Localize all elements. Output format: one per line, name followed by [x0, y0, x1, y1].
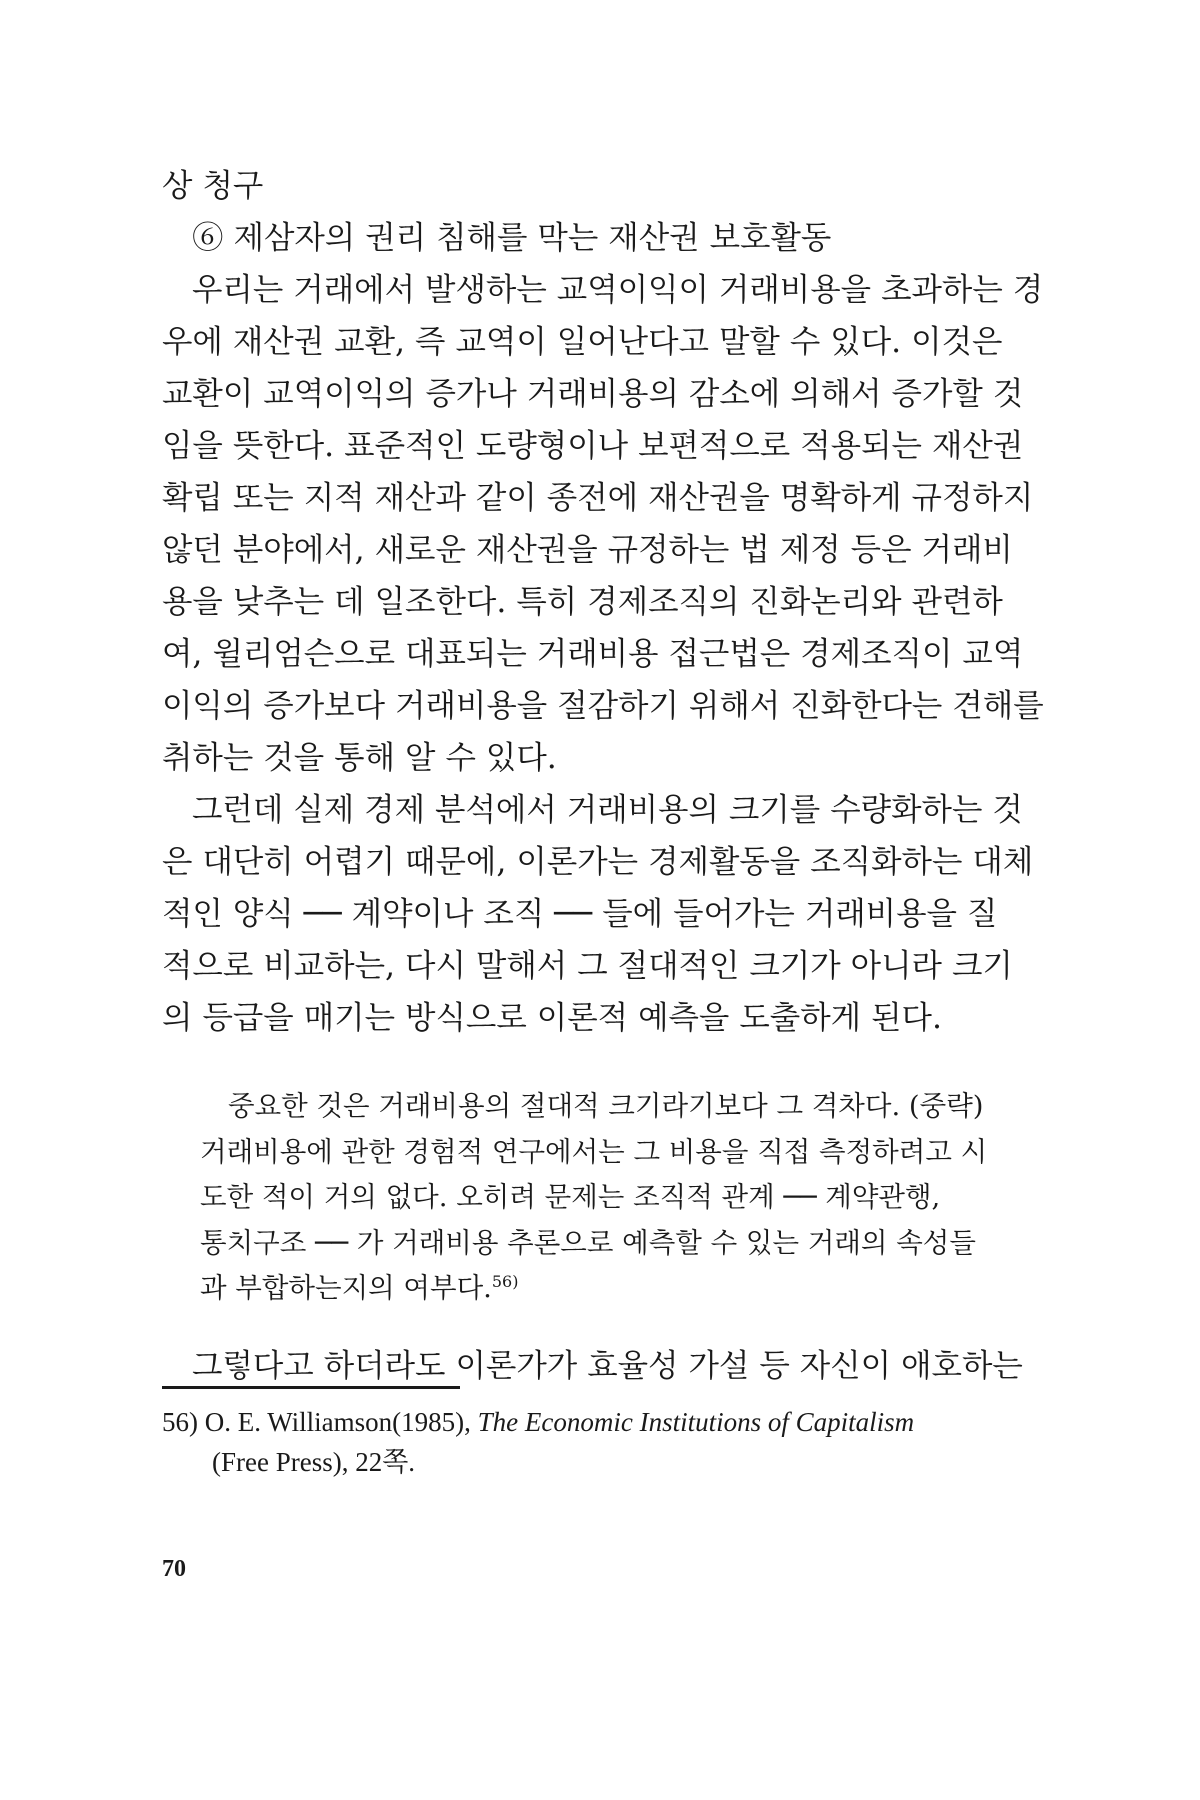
quote-line: 통치구조 ── 가 거래비용 추론으로 예측할 수 있는 거래의 속성들 — [200, 1226, 976, 1259]
text-line: 그런데 실제 경제 분석에서 거래비용의 크기를 수량화하는 것 — [192, 792, 1023, 828]
list-item-heading: ⑥ 제삼자의 권리 침해를 막는 재산권 보호활동 — [192, 220, 832, 256]
quote-text: 과 부합하는지의 여부다. — [200, 1272, 492, 1304]
text-line: 이익의 증가보다 거래비용을 절감하기 위해서 진화한다는 견해를 — [162, 688, 1044, 724]
page-number: 70 — [162, 1556, 186, 1582]
footnote-reference[interactable]: 56) — [491, 1271, 519, 1291]
text-line: 취하는 것을 통해 알 수 있다. — [162, 740, 557, 776]
text-line: 용을 낮추는 데 일조한다. 특히 경제조직의 진화논리와 관련하 — [162, 584, 1003, 620]
footnote-divider — [162, 1386, 460, 1389]
text-line: 그렇다고 하더라도 이론가가 효율성 가설 등 자신이 애호하는 — [192, 1347, 1023, 1384]
text-line: 의 등급을 매기는 방식으로 이론적 예측을 도출하게 된다. — [162, 1000, 942, 1036]
text-line: 확립 또는 지적 재산과 같이 종전에 재산권을 명확하게 규정하지 — [162, 480, 1034, 516]
text-line: 우리는 거래에서 발생하는 교역이익이 거래비용을 초과하는 경 — [192, 272, 1044, 308]
quote-line: 도한 적이 거의 없다. 오히려 문제는 조직적 관계 ── 계약관행, — [200, 1181, 941, 1213]
text-line: 않던 분야에서, 새로운 재산권을 규정하는 법 제정 등은 거래비 — [162, 532, 1013, 568]
page-body — [162, 160, 1044, 1392]
footnote — [162, 1402, 1042, 1482]
footnote-line — [162, 1402, 1042, 1442]
text-line: 상 청구 — [162, 168, 264, 204]
text-line: 적인 양식 ── 계약이나 조직 ── 들에 들어가는 거래비용을 질 — [162, 896, 998, 932]
footnote-marker: 56) — [162, 1407, 198, 1437]
text-line: 우에 재산권 교환, 즉 교역이 일어난다고 말할 수 있다. 이것은 — [162, 324, 1003, 360]
text-line: 적으로 비교하는, 다시 말해서 그 절대적인 크기가 아니라 크기 — [162, 948, 1013, 984]
text-line: 은 대단히 어렵기 때문에, 이론가는 경제활동을 조직화하는 대체 — [162, 844, 1034, 880]
text-line: 임을 뜻한다. 표준적인 도량형이나 보편적으로 적용되는 재산권 — [162, 428, 1024, 464]
block-quote — [162, 1084, 1040, 1312]
quote-line: 중요한 것은 거래비용의 절대적 크기라기보다 그 격차다. (중략) — [228, 1090, 984, 1122]
text-line: 교환이 교역이익의 증가나 거래비용의 감소에 의해서 증가할 것 — [162, 376, 1024, 412]
quote-line-last — [200, 1266, 1040, 1312]
footnote-publisher: (Free Press), 22쪽. — [212, 1447, 416, 1477]
footnote-author: O. E. Williamson(1985), — [204, 1407, 471, 1437]
footnote-title: The Economic Institutions of Capitalism — [477, 1407, 915, 1437]
text-line: 여, 윌리엄슨으로 대표되는 거래비용 접근법은 경제조직이 교역 — [162, 636, 1024, 672]
quote-line: 거래비용에 관한 경험적 연구에서는 그 비용을 직접 측정하려고 시 — [200, 1135, 988, 1168]
